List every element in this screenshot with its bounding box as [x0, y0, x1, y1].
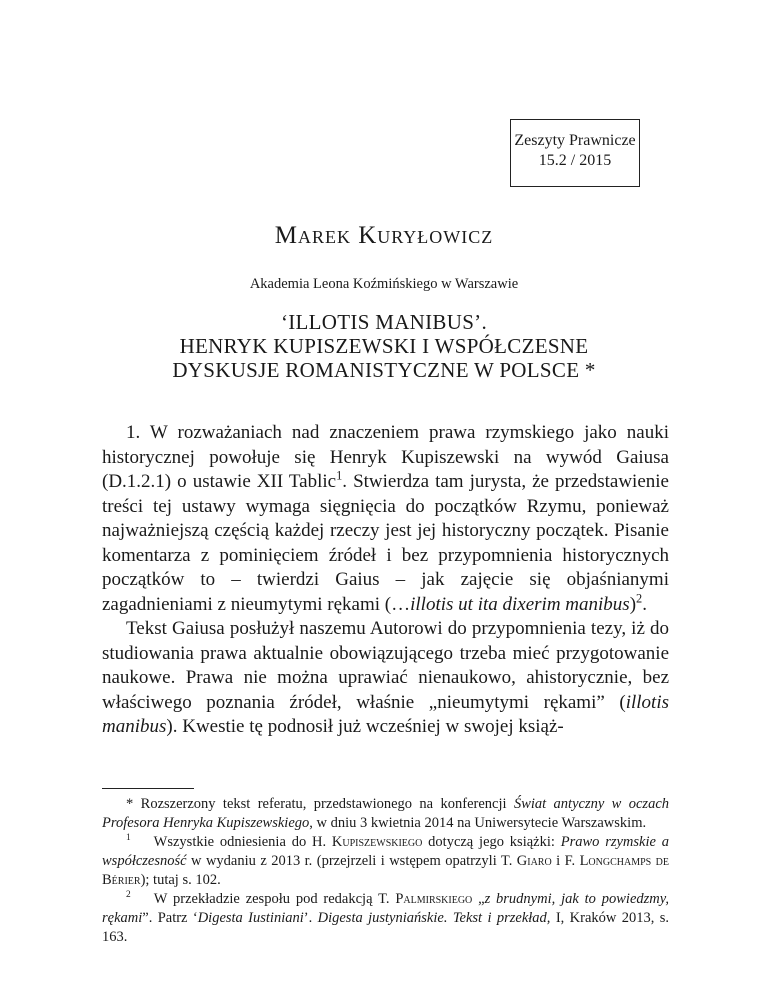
- paragraph-2: Tekst Gaiusa posłużył naszemu Autorowi do przypomnienia tezy, iż do studiowania prawa aktualnie obowiązującego trzeba mieć przygotowanie naukowe. Prawa nie można uprawiać nienaukowo, ahistorycznie, bez właściwego poznania źródeł, właśnie „nieumytymi rękami” (illotis manibus). Kwestie tę podnosił już wcześniej w swojej książ-: [102, 618, 669, 737]
- footnotes: [102, 795, 669, 947]
- article-title: [0, 310, 768, 382]
- title-line-2: HENRYK KUPISZEWSKI I WSPÓŁCZESNE: [179, 334, 589, 358]
- journal-info-box: [510, 119, 640, 187]
- journal-name: Zeszyty Prawnicze: [514, 132, 636, 149]
- journal-issue: 15.2 / 2015: [538, 152, 612, 169]
- footnote-2: $^2$ W przekładzie zespołu pod redakcją T. Palmirskiego „z brudnymi, jak to powiedzmy, rękami”. Patrz ‘Digesta Iustiniani’. Digesta justyniańskie. Tekst i przekład, I, Kraków 2013, s. 163.: [102, 890, 670, 945]
- title-line-3: DYSKUSJE ROMANISTYCZNE W POLSCE *: [172, 358, 596, 382]
- paragraph-1: 1. W rozważaniach nad znaczeniem prawa rzymskiego jako nauki historycznej powołuje się Henryk Kupiszewski na wywód Gaiusa (D.1.2.1) o ustawie XII Tablic$^1$. Stwierdza tam jurysta, że przedstawienie treści tej ustawy wymaga sięgnięcia do początków Rzymu, ponieważ najważniejszą częścią każdej rzeczy jest jej historyczny początek. Pisanie komentarza z pominięciem źródeł i bez przypomnienia historycznych początków to – twierdzi Gaius – jak zajęcie się objaśnianymi zagadnieniami z nieumytymi rękami (…illotis ut ita dixerim manibus)$^2$.: [102, 422, 669, 615]
- footnote-ref-2: 2: [636, 591, 643, 606]
- article-body: [102, 421, 669, 740]
- footnote-separator: [102, 788, 194, 789]
- title-line-1: ‘ILLOTIS MANIBUS’.: [280, 310, 488, 334]
- author-name: Marek Kuryłowicz: [274, 222, 494, 249]
- footnote-1: $^1$ Wszystkie odniesienia do H. Kupiszewskiego dotyczą jego książki: Prawo rzymskie a współczesność w wydaniu z 2013 r. (przejrzeli i wstępem opatrzyli T. Giaro i F. Longchamps de Bérier); tutaj s. 102.: [102, 833, 669, 888]
- footnote-star: * Rozszerzony tekst referatu, przedstawionego na konferencji Świat antyczny w oczach Profesora Henryka Kupiszewskiego, w dniu 3 kwietnia 2014 na Uniwersytecie Warszawskim.: [102, 796, 670, 831]
- footnote-ref-1: 1: [336, 468, 343, 483]
- author-affiliation: Akademia Leona Koźmińskiego w Warszawie: [249, 276, 519, 292]
